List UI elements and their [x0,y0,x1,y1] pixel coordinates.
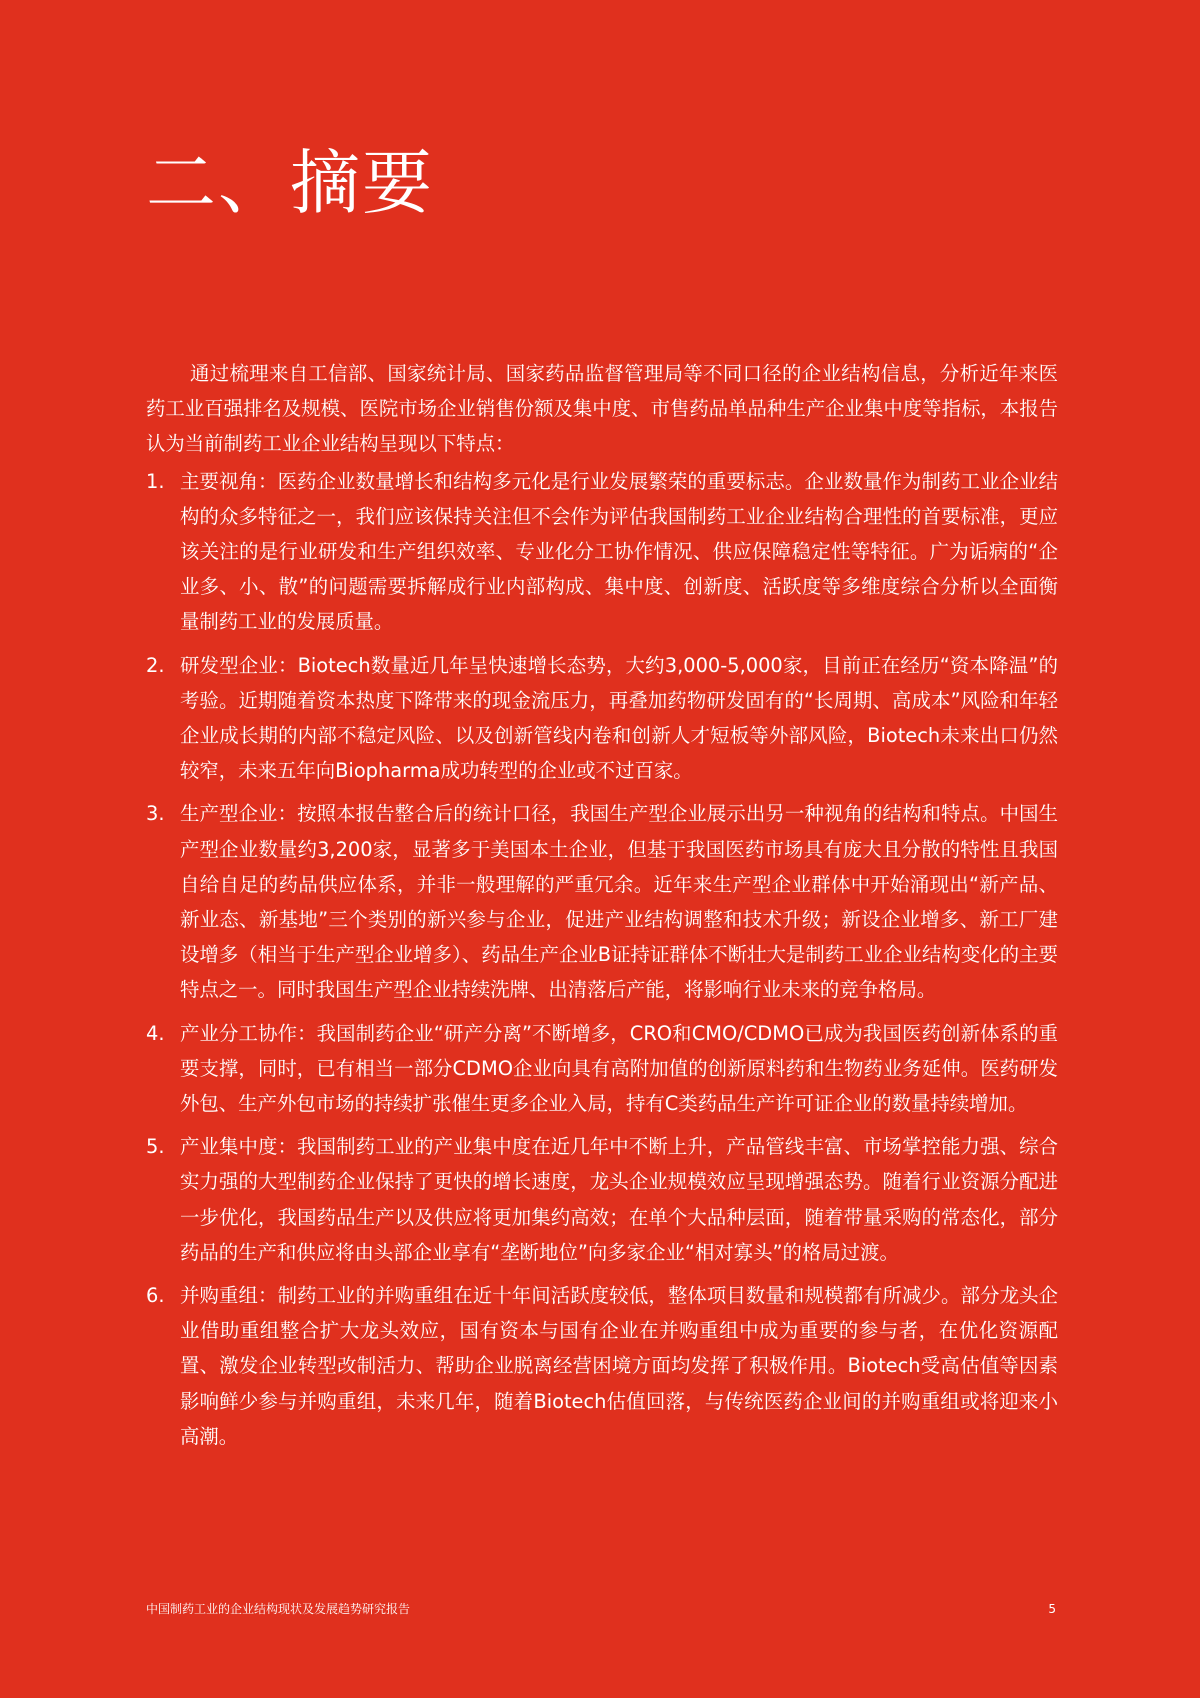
item-text: 主要视角：医药企业数量增长和结构多元化是行业发展繁荣的重要标志。企业数量作为制药工业企业结构的众多特征之一，我们应该保持关注但不会作为评估我国制药工业企业结构合理性的首要标准，更应该关注的是行业研发和生产组织效率、专业化分工协作情况、供应保障稳定性等特征。广为诟病的“企业多、小、散”的问题需要拆解成行业内部构成、集中度、创新度、活跃度等多维度综合分析以全面衡量制药工业的发展质量。 [180,469,1058,634]
item-text: 研发型企业：Biotech数量近几年呈快速增长态势，大约3,000-5,000家，目前正在经历“资本降温”的考验。近期随着资本热度下降带来的现金流压力，再叠加药物研发固有的“长周期、高成本”风险和年轻企业成长期的内部不稳定风险、以及创新管线内卷和创新人才短板等外部风险，Biotech未来出口仍然较窄，未来五年向Biopharma成功转型的企业或不过百家。 [180,653,1058,783]
item-text: 生产型企业：按照本报告整合后的统计口径，我国生产型企业展示出另一种视角的结构和特点。中国生产型企业数量约3,200家，显著多于美国本土企业，但基于我国医药市场具有庞大且分散的特性且我国自给自足的药品供应体系，并非一般理解的严重冗余。近年来生产型企业群体中开始涌现出“新产品、新业态、新基地”三个类别的新兴参与企业，促进产业结构调整和技术升级；新设企业增多、新工厂建设增多（相当于生产型企业增多）、药品生产企业B证持证群体不断壮大是制药工业企业结构变化的主要特点之一。同时我国生产型企业持续洗牌、出清落后产能，将影响行业未来的竞争格局。 [180,802,1058,1002]
page-number: 5 [1048,1602,1056,1616]
summary-item-6 [146,1278,1058,1454]
item-text: 并购重组：制药工业的并购重组在近十年间活跃度较低，整体项目数量和规模都有所减少。部分龙头企业借助重组整合扩大龙头效应，国有资本与国有企业在并购重组中成为重要的参与者，在优化资源配置、激发企业转型改制活力、帮助企业脱离经营困境方面均发挥了积极作用。Biotech受高估值等因素影响鲜少参与并购重组，未来几年，随着Biotech估值回落，与传统医药企业间的并购重组或将迎来小高潮。 [180,1284,1058,1448]
summary-item-4 [146,1016,1058,1122]
item-text: 产业集中度：我国制药工业的产业集中度在近几年中不断上升，产品管线丰富、市场掌控能力强、综合实力强的大型制药企业保持了更快的增长速度，龙头企业规模效应呈现增强态势。随着行业资源分配进一步优化，我国药品生产以及供应将更加集约高效；在单个大品种层面，随着带量采购的常态化，部分药品的生产和供应将由头部企业享有“垄断地位”向多家企业“相对寡头”的格局过渡。 [180,1135,1058,1264]
item-number: 5. [146,1135,165,1159]
footer-report-title: 中国制药工业的企业结构现状及发展趋势研究报告 [146,1602,411,1616]
item-number: 3. [146,802,165,826]
item-number: 4. [146,1021,165,1045]
item-number: 6. [146,1284,165,1308]
item-number: 1. [146,469,165,493]
item-text: 产业分工协作：我国制药企业“研产分离”不断增多，CRO和CMO/CDMO已成为我国医药创新体系的重要支撑，同时，已有相当一部分CDMO企业向具有高附加值的创新原料药和生物药业务延伸。医药研发外包、生产外包市场的持续扩张催生更多企业入局，持有C类药品生产许可证企业的数量持续增加。 [180,1021,1058,1116]
summary-item-5 [146,1129,1058,1270]
page-title: 二、摘要 [146,142,434,224]
summary-item-1 [146,464,1058,640]
summary-list [146,464,1058,1454]
summary-content [146,356,1058,1462]
item-number: 2. [146,653,165,677]
summary-item-2 [146,648,1058,789]
intro-paragraph: 通过梳理来自工信部、国家统计局、国家药品监督管理局等不同口径的企业结构信息，分析近年来医药工业百强排名及规模、医院市场企业销售份额及集中度、市售药品单品种生产企业集中度等指标，本报告认为当前制药工业企业结构呈现以下特点： [146,362,1058,456]
summary-item-3 [146,796,1058,1007]
